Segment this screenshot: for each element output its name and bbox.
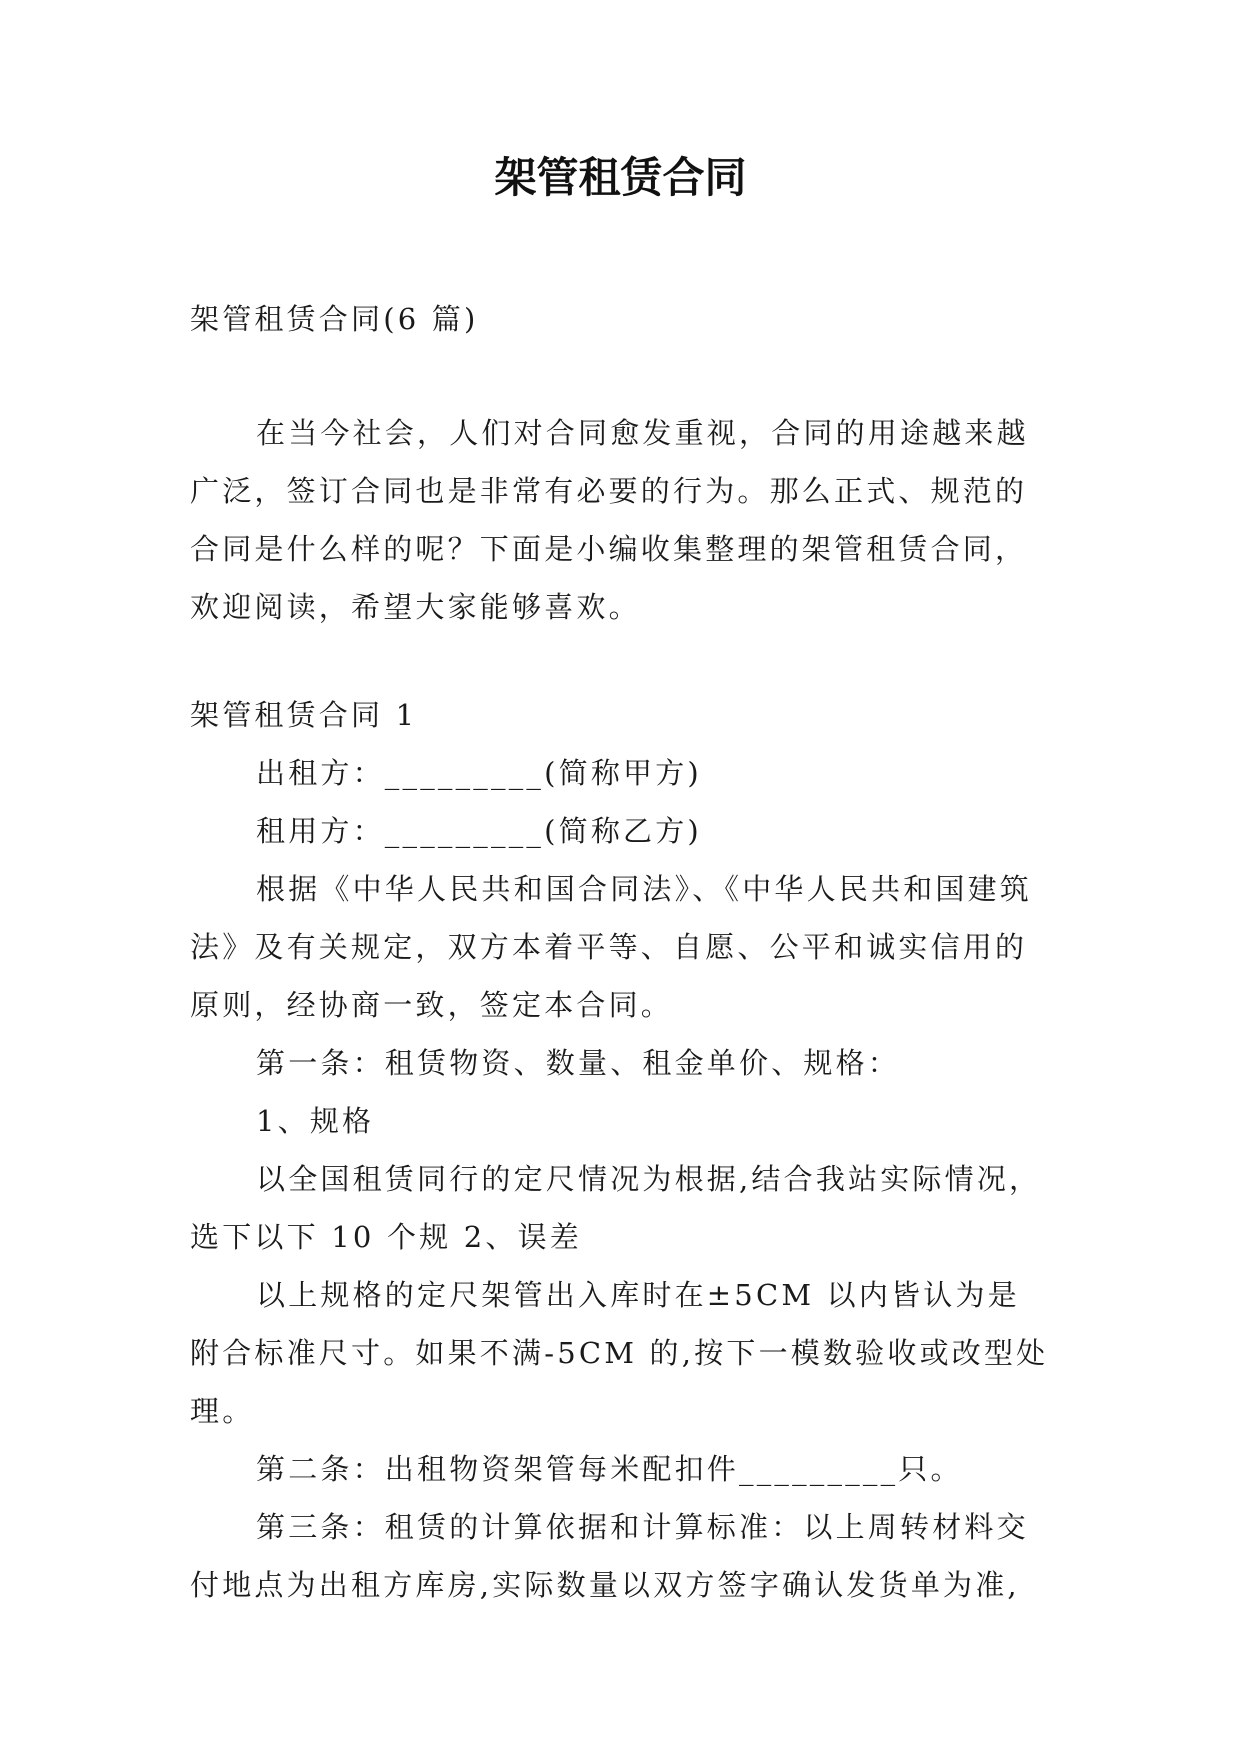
item-1-spec: 1、规格	[256, 1104, 375, 1138]
section-heading: 架管租赁合同 1	[190, 698, 418, 732]
basis-paragraph: 根据《中华人民共和国合同法》、《中华人民共和国建筑法》及有关规定，双方本着平等、自愿、公平和诚实信用的原则，经协商一致，签定本合同。	[190, 872, 1033, 1022]
document-title: 架管租赁合同	[494, 153, 747, 202]
document-subtitle: 架管租赁合同(6 篇)	[190, 302, 479, 336]
article-2: 第二条：出租物资架管每米配扣件_________只。	[256, 1452, 963, 1486]
intro-paragraph: 在当今社会，人们对合同愈发重视，合同的用途越来越广泛，签订合同也是非常有必要的行为。那么正式、规范的合同是什么样的呢？下面是小编收集整理的架管租赁合同，欢迎阅读，希望大家能够喜欢。	[190, 416, 1029, 624]
lessee-line: 租用方：_________(简称乙方)	[256, 814, 702, 848]
lessor-line: 出租方：_________(简称甲方)	[256, 756, 702, 790]
document-body	[190, 290, 1050, 1614]
article-3: 第三条：租赁的计算依据和计算标准：以上周转材料交付地点为出租方库房,实际数量以双方签字确认发货单为准,	[190, 1510, 1029, 1602]
tolerance-paragraph: 以上规格的定尺架管出入库时在±5CM 以内皆认为是附合标准尺寸。如果不满-5CM 的,按下一模数验收或改型处理。	[190, 1278, 1049, 1428]
spec-paragraph: 以全国租赁同行的定尺情况为根据,结合我站实际情况，选下以下 10 个规 2、误差	[190, 1162, 1042, 1254]
article-1: 第一条：租赁物资、数量、租金单价、规格：	[256, 1046, 901, 1080]
